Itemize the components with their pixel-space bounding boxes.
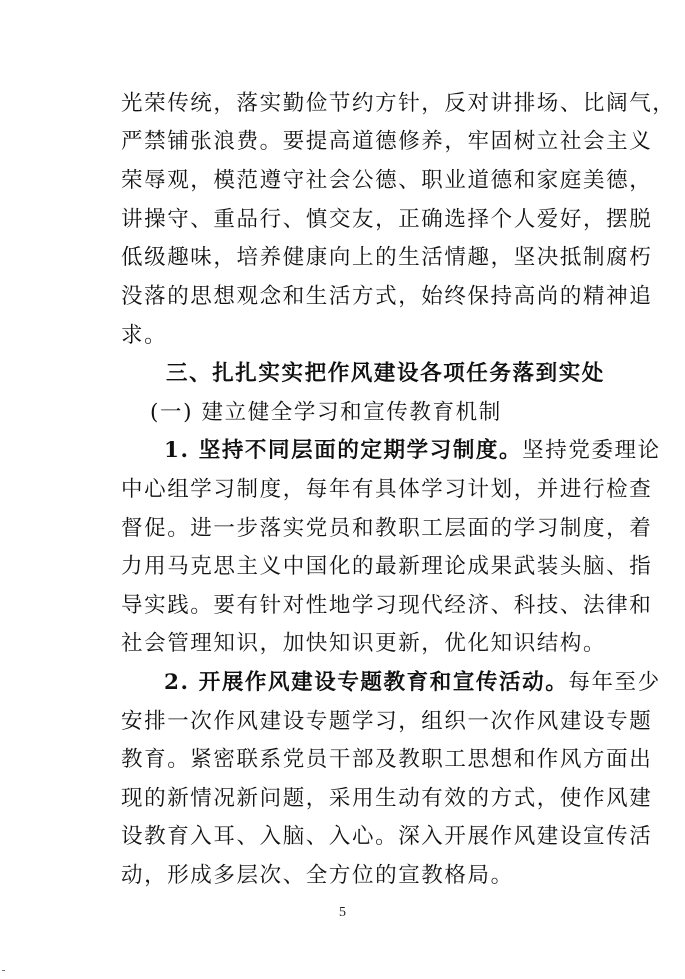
line-text: 社会管理知识，加快知识更新，优化知识结构。 (121, 631, 607, 656)
line-text: 严禁铺张浪费。要提高道德修养，牢固树立社会主义 (121, 129, 653, 154)
paragraph-line-1 (121, 89, 676, 119)
paragraph-line-3 (121, 166, 653, 196)
line-text: 坚持党委理论 (522, 438, 661, 463)
line-text: 讲操守、重品行、慎交友，正确选择个人爱好，摆脱 (121, 207, 653, 232)
line-text: 动，形成多层次、全方位的宣教格局。 (121, 863, 514, 888)
line-text: 荣辱观，模范遵守社会公德、职业道德和家庭美德， (121, 168, 653, 193)
paragraph-line-20 (121, 822, 653, 852)
item-heading-bold: 2. 开展作风建设专题教育和宣传活动。 (164, 670, 569, 695)
paragraph-line-19 (121, 784, 653, 814)
paragraph-line-18 (121, 745, 653, 775)
paragraph-line-17 (121, 707, 653, 737)
paragraph-line-11 (121, 475, 653, 505)
section-heading (166, 359, 642, 389)
paragraph-line-15 (121, 629, 641, 659)
line-text: 设教育入耳、入脑、入心。深入开展作风建设宣传活 (121, 824, 653, 849)
paragraph-line-7 (121, 321, 641, 351)
paragraph-line-5 (121, 243, 653, 273)
paragraph-line-14 (121, 591, 653, 621)
line-text: 力用马克思主义中国化的最新理论成果武装头脑、指 (121, 554, 653, 579)
paragraph-line-16 (164, 668, 661, 698)
line-text: 没落的思想观念和生活方式，始终保持高尚的精神追 (121, 284, 653, 309)
line-text: 低级趣味，培养健康向上的生活情趣，坚决抵制腐朽 (121, 245, 653, 270)
section-heading-text: 三、扎扎实实把作风建设各项任务落到实处 (166, 361, 605, 386)
paragraph-line-6 (121, 282, 653, 312)
line-text: 每年至少 (568, 670, 661, 695)
page-number: 5 (339, 905, 346, 920)
scan-mark (2, 970, 5, 971)
line-text: 中心组学习制度，每年有具体学习计划，并进行检查 (121, 477, 653, 502)
subsection-heading-text: (一) 建立健全学习和宣传教育机制 (150, 400, 502, 425)
line-text: 教育。紧密联系党员干部及教职工思想和作风方面出 (121, 747, 653, 772)
line-text: 安排一次作风建设专题学习，组织一次作风建设专题 (121, 709, 653, 734)
subsection-heading (150, 398, 640, 428)
item-heading-bold: 1. 坚持不同层面的定期学习制度。 (164, 438, 523, 463)
line-text: 求。 (121, 323, 168, 348)
line-text: 现的新情况新问题，采用生动有效的方式，使作风建 (121, 786, 653, 811)
line-text: 督促。进一步落实党员和教职工层面的学习制度，着 (121, 516, 653, 541)
line-text: 光荣传统，落实勤俭节约方针，反对讲排场、比阔气， (121, 91, 676, 116)
paragraph-line-10 (164, 436, 661, 466)
paragraph-line-21 (121, 861, 641, 891)
line-text: 导实践。要有针对性地学习现代经济、科技、法律和 (121, 593, 653, 618)
paragraph-line-2 (121, 127, 653, 157)
paragraph-line-12 (121, 514, 653, 544)
paragraph-line-13 (121, 552, 653, 582)
paragraph-line-4 (121, 205, 653, 235)
